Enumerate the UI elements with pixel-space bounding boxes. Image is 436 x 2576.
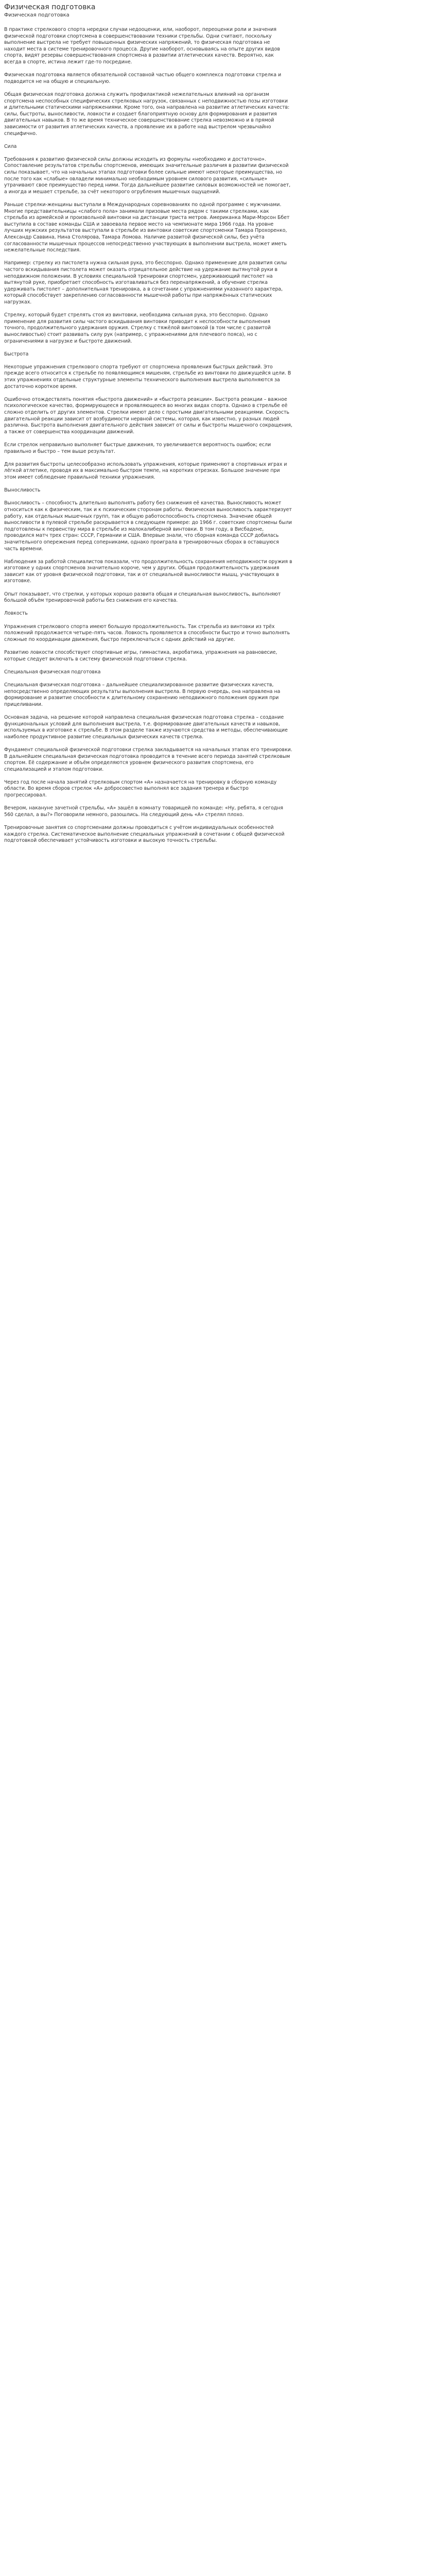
- paragraph: Упражнения стрелкового спорта имеют большую продолжительность. Так стрельба из винтовки из трёх положений продолжается четыре–пять часов. Ловкость проявляется в способности быстро и точно выполнять сложные по координации движения, быстро переключаться с одних действий на другие.: [4, 623, 290, 642]
- paragraph: Для развития быстроты целесообразно использовать упражнения, которые применяют в спортивных играх и лёгкой атлетике, проводя их в максимально быстром темпе, на коротких отрезках. Большое значение при этом имеет соблюдение правильной техники упражнения.: [4, 461, 287, 480]
- page-subtitle: Физическая подготовка: [4, 12, 69, 18]
- paragraph: Фундамент специальной физической подготовки стрелка закладывается на начальных этапах его тренировки. В дальнейшем специальная физическая подготовка проводится в течение всего периода занятий стрелковым спортом. Её содержание и объём определяются уровнем физического развития спортсмена, его специализацией и этапом подготовки.: [4, 747, 292, 772]
- paragraph: Опыт показывает, что стрелки, у которых хорошо развита общая и специальная выносливость, выполняют большой объём тренировочной работы без снижения его качества.: [4, 591, 281, 604]
- paragraph: Если стрелок неправильно выполняет быстрые движения, то увеличивается вероятность ошибок; если правильно и быстро – тем выше результат.: [4, 442, 271, 454]
- page-title: Физическая подготовка: [4, 3, 96, 11]
- paragraph: Некоторые упражнения стрелкового спорта требуют от спортсмена проявления быстрых действий. Это прежде всего относится к стрельбе по появляющимся мишеням, стрельбе из винтовки по движущейся цели. В этих упражнениях отдельные структурные элементы технического выполнения выстрела выполняются за достаточно короткое время.: [4, 364, 291, 389]
- paragraph: Специальная физическая подготовка – дальнейшее специализированное развитие физических качеств, непосредственно определяющих результаты выполнения выстрела. В первую очередь, она направлена на формирование и развитие способности к длительному сохранению неподвижного положения оружия при прицеливании.: [4, 682, 281, 707]
- paragraph: Выносливость – способность длительно выполнять работу без снижения её качества. Выносливость может относиться как к физическим, так и к психическим сторонам работы. Физическая выносливость характеризует работу, как отдельных мышечных групп, так и общую работоспособность спортсмена. Значение общей выносливости в пулевой стрельбе раскрывается в следующем примере: до 1966 г. советские спортсмены были подготовлены к первенству мира в стрельбе из малокалиберной винтовки. В том году, в Висбадене, проводился матч трех стран: СССР, Германии и США. Впервые знали, что сборная команда СССР добилась значительного опережения перед соперниками, однако проиграла в тренировочных сборах в оставшуюся часть времени.: [4, 500, 292, 552]
- paragraph: Общая физическая подготовка должна служить профилактикой нежелательных влияний на организм спортсмена неспособных специфических стрелковых нагрузок, связанных с неподвижностью позы изготовки и длительными статическими напряжениями. Кроме того, она направлена на развитие атлетических качеств: силы, быстроты, выносливости, ловкости и создает благоприятную основу для формирования и развития двигательных навыков. В то же время техническое совершенствование стрелка невозможно и в прямой зависимости от развития атлетических качеств, а проявление их в работе над выстрелом чрезвычайно специфично.: [4, 91, 290, 137]
- section-heading: Ловкость: [4, 611, 28, 617]
- section-heading: Специальная физическая подготовка: [4, 669, 101, 675]
- paragraph: Основная задача, на решение которой направлена специальная физическая подготовка стрелка – создание функциональных условий для выполнения выстрела, т.е. формирование двигательных качеств и навыков, используемых в изготовке к стрельбе. В этом разделе также изучаются средства и методы, обеспечивающие наиболее продуктивное развитие специальных физических качеств стрелка.: [4, 714, 288, 740]
- section-heading: Выносливость: [4, 487, 41, 494]
- paragraph: В практике стрелкового спорта нередки случаи недооценки, или, наоборот, переоценки роли и значения физической подготовки спортсмена в совершенствовании техники стрельбы. Одни считают, поскольку выполнение выстрела не требует повышенных физических напряжений, то физическая подготовка не находит места в системе тренировочного процесса. Другие наоборот, основываясь на опыте других видов спорта, видят резервы совершенствования спортсмена в развитии атлетических качеств. Вероятно, как всегда в спорте, истина лежит где-то посредине.: [4, 27, 280, 65]
- paragraph: Требования к развитию физической силы должны исходить из формулы «необходимо и достаточно». Сопоставление результатов стрельбы спортсменов, имеющих значительные различия в развитии физической силы показывает, что на начальных этапах подготовки более сильные имеют некоторые преимущества, но после того как «слабые» овладели минимально необходимым уровнем силового развития, «сильные» утрачивают свое преимущество перед ними. Тогда дальнейшее развитие силовых возможностей не помогает, а иногда и мешает стрельбе, за счёт некоторого огрубления мышечных ощущений.: [4, 156, 291, 195]
- paragraph: Раньше стрелки-женщины выступали в Международных соревнованиях по одной программе с мужчинами. Многие представительницы «слабого пола» занимали призовые места рядом с такими стрелками, как стрельба из армейской и произвольной винтовки на дистанции триста метров. Американка Мари-Мэрсон Ббет выступила в составе команды США и завоевала первое место на чемпионате мира 1966 года. На уровне лучших мужских результатов выступали в стрельбе из винтовки советские спортсменки Тамара Прохоренко, Александр Саввина, Нина Столярова, Тамара Ломова. Наличие развитой физической силы, без учёта согласованности мышечных процессов непосредственно участвующих в выполнении выстрела, может иметь нежелательные последствия.: [4, 202, 290, 253]
- paragraph: Например: стрелку из пистолета нужна сильная рука, это бесспорно. Однако применение для развития силы частого вскидывания пистолета может оказать отрицательное действие на удержание вытянутой руки в неподвижном положении. В условиях специальной тренировки спортсмен, удерживающий пистолет на вытянутой руке, приобретает способность изготавливаться без перенапряжений, а обучение стрелка удерживать пистолет – дополнительная тренировка, а в сочетании с упражнениями указанного характера, который способствует закреплению согласованности мышечной работы при напряжённых статических нагрузках.: [4, 260, 287, 305]
- paragraph: Ошибочно отождествлять понятия «быстрота движений» и «быстрота реакции». Быстрота реакции – важное психологическое качество, формирующееся и проявляющееся во многих видах спорта. Однако в стрельбе её сложно отделить от других элементов. Стрелки имеют дело с простыми двигательными реакциями. Скорость двигательной реакции зависит от возбудимости нервной системы, которая, как известно, у разных людей различна. Быстрота выполнения двигательного действия зависит от силы и быстроты мышечного сокращения, а также от совершенства координации движений.: [4, 396, 292, 435]
- paragraph: Вечером, накануне зачетной стрельбы, «А» зашёл в комнату товарищей по команде: «Ну, ребята, я сегодня 560 сделал, а вы?» Поговорили немного, разошлись. На следующий день «А» стрелял плохо.: [4, 805, 284, 818]
- paragraph: Через год после начала занятий стрелковым спортом «А» назначается на тренировку в сборную команду области. Во время сборов стрелок «А» добросовестно выполнял все задания тренера и быстро прогрессировал.: [4, 779, 277, 799]
- paragraph: Стрелку, который будет стрелять стоя из винтовки, необходима сильная рука, это бесспорно. Однако применение для развития силы частого вскидывания винтовки приводит к неспособности выполнения точного, продолжительного удержания оружия. Стрелку с тяжёлой винтовкой (в том числе с развитой выносливостью) стоит развивать силу рук (например, с упражнениями для плечевого пояса), но с ограничениями в нагрузке и быстроте движений.: [4, 312, 271, 344]
- section-heading: Быстрота: [4, 351, 29, 357]
- paragraph: Физическая подготовка является обязательной составной частью общего комплекса подготовки стрелка и подводится не на общую и специальную.: [4, 72, 282, 84]
- paragraph: Наблюдения за работой специалистов показали, что продолжительность сохранения неподвижности оружия в изготовке у одних спортсменов значительно короче, чем у других. Общая продолжительность удержания зависит как от уровня физической подготовки, так и от специальной выносливости мышц, участвующих в изготовке.: [4, 558, 292, 584]
- paragraph: Тренировочные занятия со спортсменами должны проводиться с учётом индивидуальных особенностей каждого стрелка. Систематическое выполнение специальных упражнений в сочетании с общей физической подготовкой обеспечивает устойчивость изготовки и высокую точность стрельбы.: [4, 825, 285, 844]
- paragraph: Развитию ловкости способствуют спортивные игры, гимнастика, акробатика, упражнения на равновесие, которые следует включать в систему физической подготовки стрелка.: [4, 650, 277, 662]
- section-heading: Сила: [4, 143, 17, 149]
- article-body: [4, 27, 292, 851]
